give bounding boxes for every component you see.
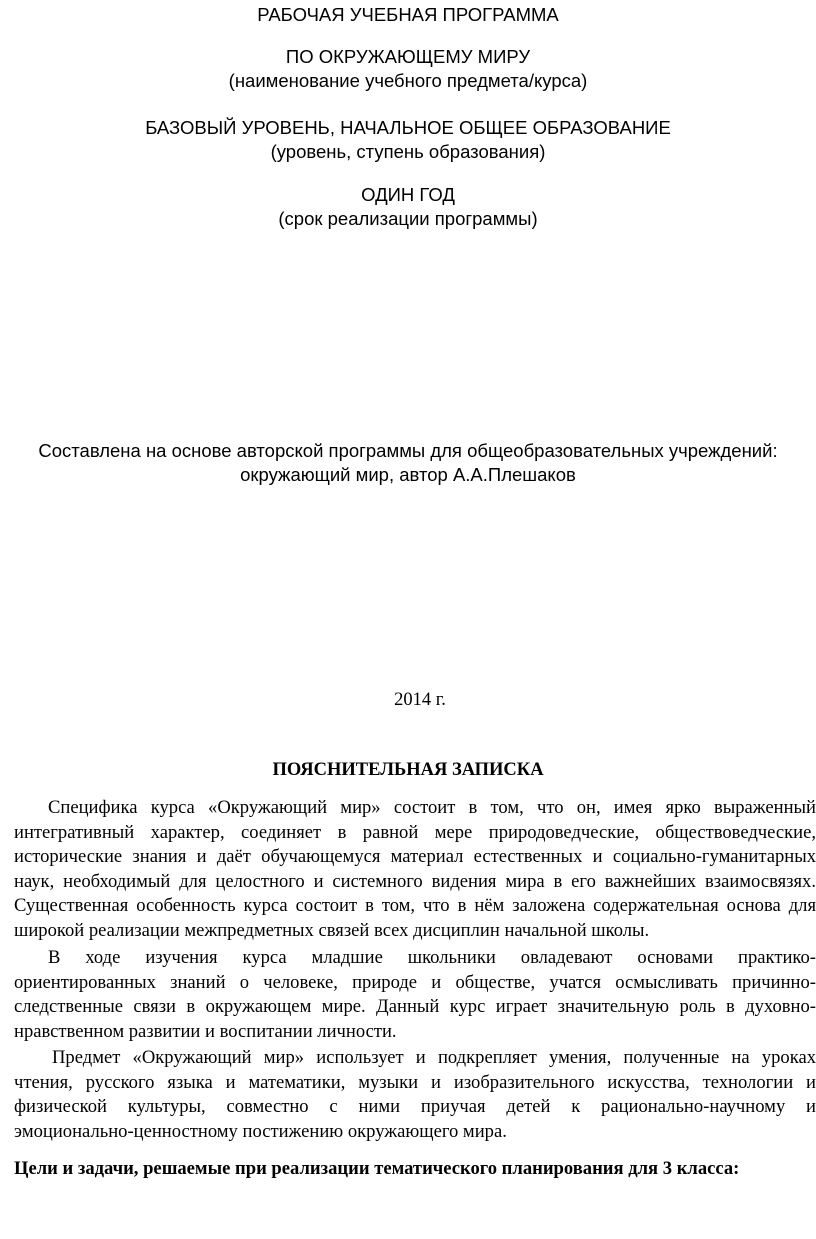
goals-heading: Цели и задачи, решаемые при реализации тематического планирования для 3 класса:: [14, 1158, 740, 1179]
paragraph-course-specifics: [14, 796, 816, 944]
paragraph-line: следственные связи в окружающем мире. Данный курс играет значительную роль в духовно-: [14, 996, 816, 1018]
education-level: БАЗОВЫЙ УРОВЕНЬ, НАЧАЛЬНОЕ ОБЩЕЕ ОБРАЗОВАНИЕ: [145, 117, 671, 138]
program-basis-line1: Составлена на основе авторской программы для общеобразовательных учреждений:: [38, 440, 778, 461]
explanatory-note-heading: ПОЯСНИТЕЛЬНАЯ ЗАПИСКА: [272, 760, 544, 780]
paragraph-line: исторические знания и даёт обучающемуся материал естественных и социально-гуманитарных: [14, 846, 816, 868]
paragraph-line: нравственном развитии и воспитании личности.: [14, 1020, 397, 1042]
paragraph-line: В ходе изучения курса младшие школьники овладевают основами практико-: [48, 947, 816, 968]
paragraph-line: интегративный характер, соединяет в равной мере природоведческие, обществоведческие,: [14, 821, 816, 843]
paragraph-line: Существенная особенность курса состоит в том, что в нём заложена содержательная основа для: [14, 895, 816, 917]
subject-name: ПО ОКРУЖАЮЩЕМУ МИРУ: [285, 46, 531, 67]
paragraph-subject-skills: [14, 1046, 816, 1144]
paragraph-line: эмоционально-ценностному постижению окружающего мира.: [14, 1120, 507, 1142]
paragraph-line: Специфика курса «Окружающий мир» состоит в том, что он, имея ярко выраженный: [48, 797, 816, 818]
paragraph-line: наук, необходимый для целостного и системного видения мира в его важнейших взаимосвязях.: [14, 870, 816, 892]
program-basis-line2: окружающий мир, автор А.А.Плешаков: [240, 464, 576, 485]
paragraph-line: ориентированных знаний о человеке, природе и обществе, учатся осмысливать причинно-: [14, 971, 816, 993]
paragraph-line: Предмет «Окружающий мир» использует и подкрепляет умения, полученные на уроках: [52, 1047, 816, 1068]
education-level-caption: (уровень, ступень образования): [270, 141, 546, 162]
program-year: 2014 г.: [394, 690, 446, 710]
program-duration: ОДИН ГОД: [361, 184, 455, 205]
paragraph-line: чтения, русского языка и математики, музыки и изобразительного искусства, технологии и: [14, 1071, 816, 1093]
paragraph-line: широкой реализации межпредметных связей всех дисциплин начальной школы.: [14, 919, 650, 941]
program-title: РАБОЧАЯ УЧЕБНАЯ ПРОГРАММА: [257, 4, 559, 25]
paragraph-line: физической культуры, совместно с ними приучая детей к рационально-научному и: [14, 1096, 816, 1118]
program-duration-caption: (срок реализации программы): [278, 208, 538, 229]
paragraph-course-study: [14, 946, 816, 1044]
subject-caption: (наименование учебного предмета/курса): [228, 70, 588, 91]
